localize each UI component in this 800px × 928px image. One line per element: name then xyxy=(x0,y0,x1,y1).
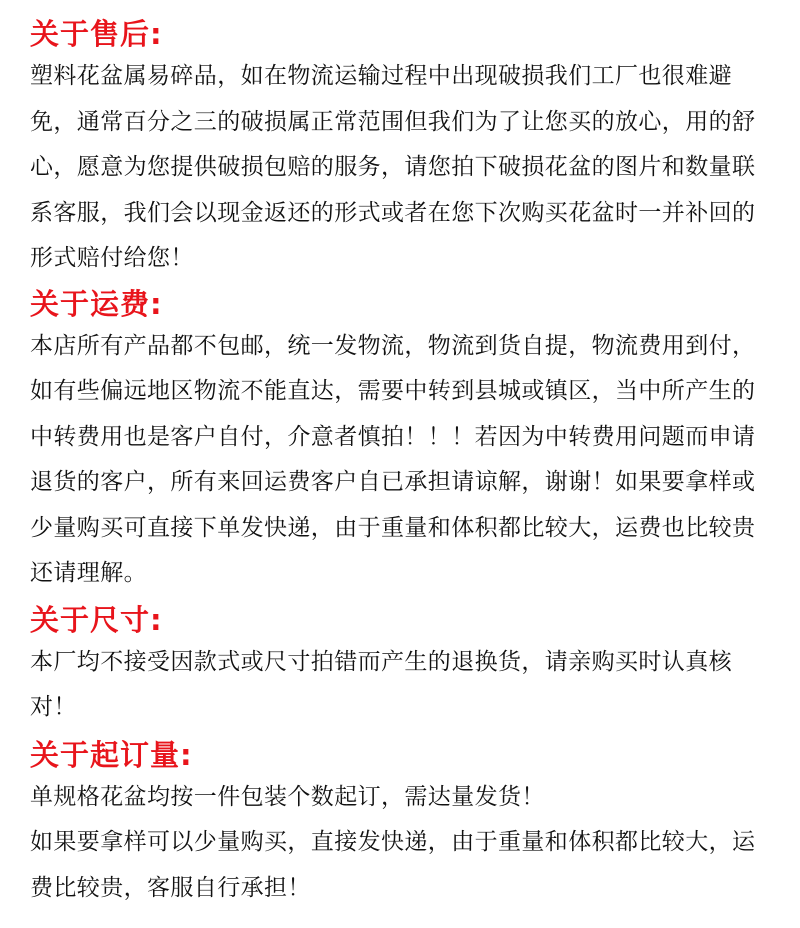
section-body-shipping xyxy=(30,324,778,597)
paragraph: 本厂均不接受因款式或尺寸拍错而产生的退换货，请亲购买时认真核对！ xyxy=(30,648,732,720)
paragraph: 塑料花盆属易碎品，如在物流运输过程中出现破损我们工厂也很难避免，通常百分之三的破损属正常范围但我们为了让您买的放心，用的舒心，愿意为您提供破损包赔的服务，请您拍下破损花盆的图片和数量联系客服，我们会以现金返还的形式或者在您下次购买花盆时一并补回的形式赔付给您！ xyxy=(30,63,756,271)
section-body-after-sales xyxy=(30,54,778,282)
after-sales-section xyxy=(30,14,778,282)
paragraph: 单规格花盆均按一件包装个数起订，需达量发货！ xyxy=(30,783,545,810)
size-section xyxy=(30,600,778,731)
section-title-after-sales: 关于售后: xyxy=(30,17,163,51)
paragraph: 如果要拿样可以少量购买，直接发快递，由于重量和体积都比较大，运费比较贵，客服自行承担！ xyxy=(30,829,756,901)
section-body-size xyxy=(30,640,778,731)
section-title-minimum-order: 关于起订量: xyxy=(30,737,193,772)
minimum-order-section xyxy=(30,735,778,912)
paragraph: 本店所有产品都不包邮，统一发物流，物流到货自提，物流费用到付，如有些偏远地区物流不能直达，需要中转到县城或镇区，当中所产生的中转费用也是客户自付，介意者慎拍！！！若因为中转费用问题而申请退货的客户，所有来回运费客户自已承担请谅解，谢谢！如果要拿样或少量购买可直接下单发快递，由于重量和体积都比较大，运费也比较贵还请理解。 xyxy=(30,332,756,586)
section-title-shipping: 关于运费: xyxy=(30,286,163,321)
shipping-section xyxy=(30,284,778,597)
section-body-minimum-order xyxy=(30,775,778,912)
section-title-size: 关于尺寸: xyxy=(30,602,163,637)
